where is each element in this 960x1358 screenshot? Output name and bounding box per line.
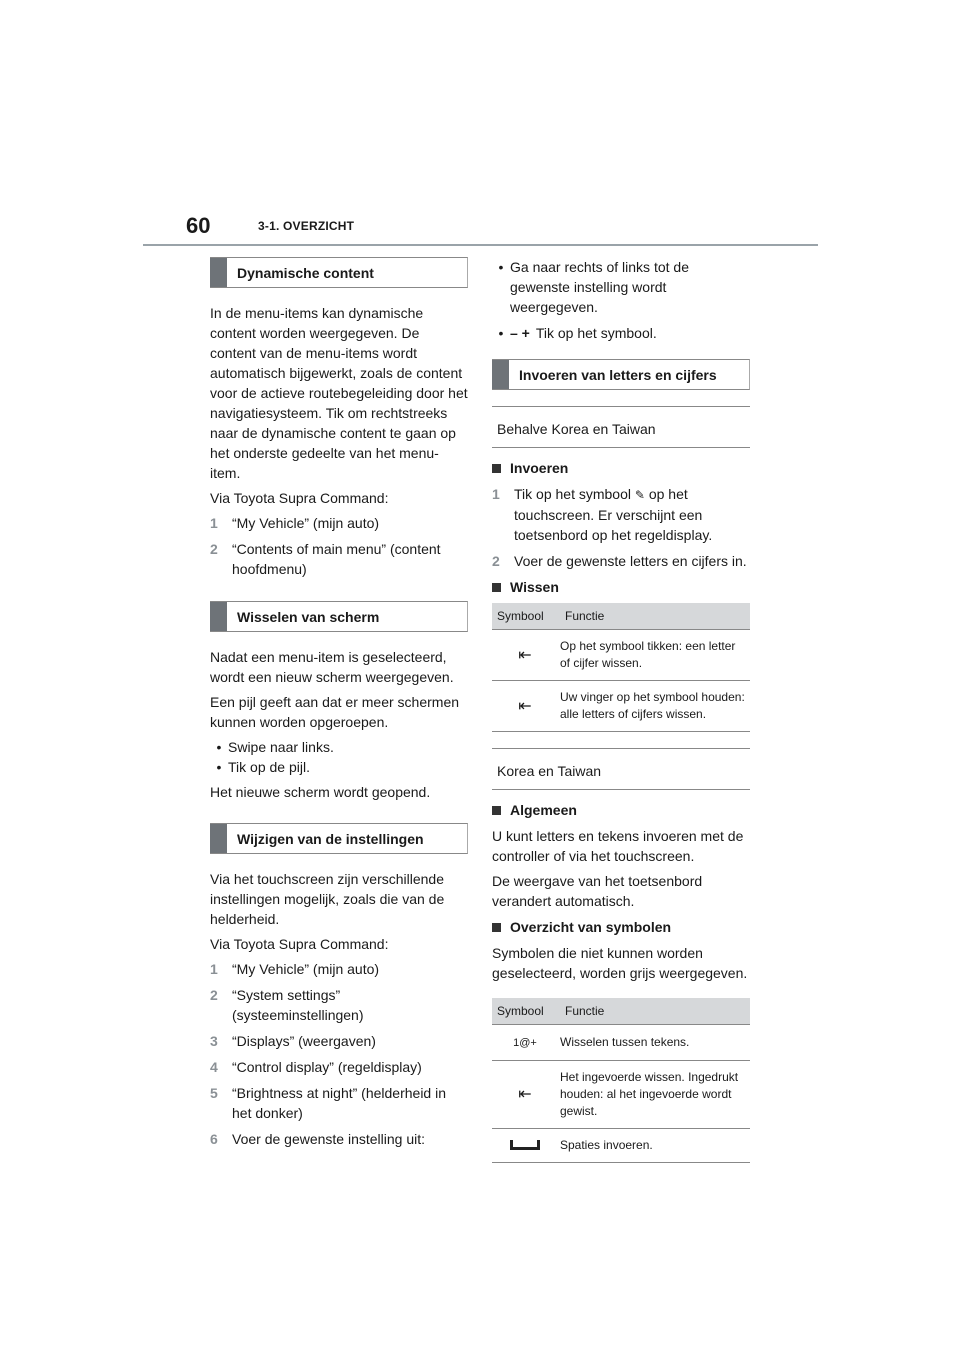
- step-number: 3: [210, 1033, 218, 1049]
- step-number: 2: [210, 987, 218, 1003]
- table-cell: Op het symbool tikken: een letter of cijfer wissen.: [560, 630, 750, 681]
- section-title: Wijzigen van de instellingen: [237, 830, 424, 847]
- step-text: “My Vehicle” (mijn auto): [232, 961, 380, 977]
- step-item: [210, 539, 468, 579]
- step-item: [210, 1057, 468, 1077]
- step-text: “My Vehicle” (mijn auto): [232, 515, 380, 531]
- bullet-dot-icon: •: [498, 259, 504, 275]
- section-heading-letters-digits: [492, 359, 750, 390]
- paragraph: In de menu-items kan dynamische content worden weergegeven. De content van de menu-items wordt automatisch bijgewerkt, zoals de content voor de actieve routebegeleiding door het navigatiesysteem. Tik om rechtstreeks naar de dynamische content te gaan op het onderste gedeelte van het menu-item.: [210, 305, 468, 481]
- left-column: [210, 257, 468, 1155]
- step-item: [210, 985, 468, 1025]
- subheading-text: Algemeen: [510, 802, 577, 818]
- step-number: 1: [210, 961, 218, 977]
- backspace-icon: ⇤: [518, 1086, 532, 1103]
- paragraph: Het nieuwe scherm wordt geopend.: [210, 784, 431, 800]
- step-number: 2: [492, 553, 500, 569]
- region-label: Behalve Korea en Taiwan: [492, 406, 750, 448]
- header-rule: [143, 244, 818, 246]
- handwriting-icon: ✎: [634, 488, 645, 502]
- step-text: “Contents of main menu” (content hoofdmenu): [232, 541, 441, 577]
- backspace-icon: ⇤: [518, 646, 532, 664]
- subheading-text: Wissen: [510, 579, 559, 595]
- step-item: [210, 959, 468, 979]
- step-number: 1: [210, 515, 218, 531]
- square-bullet-icon: [492, 583, 501, 592]
- subheading-text: Invoeren: [510, 460, 569, 476]
- step-number: 2: [210, 541, 218, 557]
- heading-marker: [210, 602, 227, 631]
- heading-marker: [210, 824, 227, 853]
- table-row: [492, 1025, 750, 1061]
- step-text-part: op het touchscreen. Er verschijnt een toetsenbord op het regeldisplay.: [514, 486, 713, 543]
- step-number: 6: [210, 1131, 218, 1147]
- step-text: Voer de gewenste letters en cijfers in.: [514, 553, 747, 569]
- table-header-cell: Functie: [560, 998, 750, 1025]
- table-header-row: [492, 603, 750, 630]
- step-text: Voer de gewenste instelling uit:: [232, 1131, 426, 1147]
- backspace-icon: ⇤: [518, 697, 532, 715]
- paragraph: Een pijl geeft aan dat er meer schermen kunnen worden opgeroepen.: [210, 694, 460, 730]
- bullet-text: Swipe naar links.: [228, 739, 334, 755]
- section-heading-switch-screen: [210, 601, 468, 632]
- spacebar-icon: [510, 1140, 540, 1150]
- paragraph: Nadat een menu-item is geselecteerd, wordt een nieuw scherm weergegeven.: [210, 649, 454, 685]
- table-cell: Wisselen tussen tekens.: [560, 1025, 750, 1061]
- step-text: “Brightness at night” (helderheid in het donker): [232, 1085, 447, 1121]
- table-cell: Spaties invoeren.: [560, 1129, 750, 1163]
- square-bullet-icon: [492, 464, 501, 473]
- subheading: [492, 458, 750, 478]
- step-item: [492, 484, 750, 545]
- paragraph: Symbolen die niet kunnen worden geselecteerd, worden grijs weergegeven.: [492, 945, 748, 981]
- table-header-cell: Symbool: [492, 603, 560, 630]
- table-row: [492, 1129, 750, 1163]
- paragraph: De weergave van het toetsenbord verandert automatisch.: [492, 873, 703, 909]
- step-text: “Control display” (regeldisplay): [232, 1059, 422, 1075]
- square-bullet-icon: [492, 923, 501, 932]
- bullet-dot-icon: •: [216, 759, 222, 775]
- table-row: [492, 1061, 750, 1129]
- section-heading-dynamic-content: [210, 257, 468, 288]
- minus-plus-icon: – +: [510, 325, 530, 341]
- section-heading-change-settings: [210, 823, 468, 854]
- symbol-overview-table: [492, 998, 750, 1163]
- subheading: [492, 800, 750, 820]
- right-column: [492, 257, 750, 1163]
- bullet-dot-icon: •: [216, 739, 222, 755]
- paragraph: Via Toyota Supra Command:: [210, 936, 389, 952]
- bullet-item: [492, 323, 750, 343]
- step-item: [210, 1031, 468, 1051]
- subheading: [492, 917, 750, 937]
- step-text-part: Tik op het symbool: [514, 486, 631, 502]
- step-text: “Displays” (weergaven): [232, 1033, 376, 1049]
- table-cell: Uw vinger op het symbool houden: alle letters of cijfers wissen.: [560, 681, 750, 732]
- page-number: 60: [186, 213, 211, 238]
- paragraph: Via het touchscreen zijn verschillende instellingen mogelijk, zoals die van de helderheid.: [210, 871, 445, 927]
- bullet-item: [210, 737, 468, 757]
- step-item: [210, 1129, 468, 1149]
- table-row: [492, 681, 750, 732]
- heading-marker: [210, 258, 227, 287]
- paragraph: U kunt letters en tekens invoeren met de controller of via het touchscreen.: [492, 828, 744, 864]
- table-row: [492, 630, 750, 681]
- square-bullet-icon: [492, 806, 501, 815]
- table-header-row: [492, 998, 750, 1025]
- delete-symbol-table: [492, 603, 750, 732]
- step-number: 4: [210, 1059, 218, 1075]
- character-switch-icon: 1@+: [513, 1037, 537, 1049]
- heading-marker: [492, 360, 509, 389]
- bullet-item: [210, 757, 468, 777]
- table-cell: Het ingevoerde wissen. Ingedrukt houden: al het ingevoerde wordt gewist.: [560, 1061, 750, 1129]
- bullet-text: Ga naar rechts of links tot de gewenste instelling wordt weergegeven.: [510, 259, 689, 315]
- subheading: [492, 577, 750, 597]
- bullet-item: [492, 257, 750, 317]
- step-text: [514, 484, 750, 545]
- step-item: [210, 1083, 468, 1123]
- step-number: 5: [210, 1085, 218, 1101]
- subheading-text: Overzicht van symbolen: [510, 919, 672, 935]
- region-label: Korea en Taiwan: [492, 748, 750, 790]
- chapter-title: 3-1. OVERZICHT: [258, 219, 355, 233]
- step-number: 1: [492, 486, 500, 502]
- section-title: Wisselen van scherm: [237, 608, 380, 625]
- step-item: [492, 551, 750, 571]
- step-text: “System settings” (systeeminstellingen): [232, 987, 364, 1023]
- step-item: [210, 513, 468, 533]
- section-title: Invoeren van letters en cijfers: [519, 366, 717, 383]
- table-header-cell: Functie: [560, 603, 750, 630]
- table-header-cell: Symbool: [492, 998, 560, 1025]
- section-title: Dynamische content: [237, 264, 374, 281]
- bullet-text: Tik op de pijl.: [228, 759, 310, 775]
- paragraph: Via Toyota Supra Command:: [210, 490, 389, 506]
- bullet-text: Tik op het symbool.: [535, 325, 657, 341]
- bullet-dot-icon: •: [498, 325, 504, 341]
